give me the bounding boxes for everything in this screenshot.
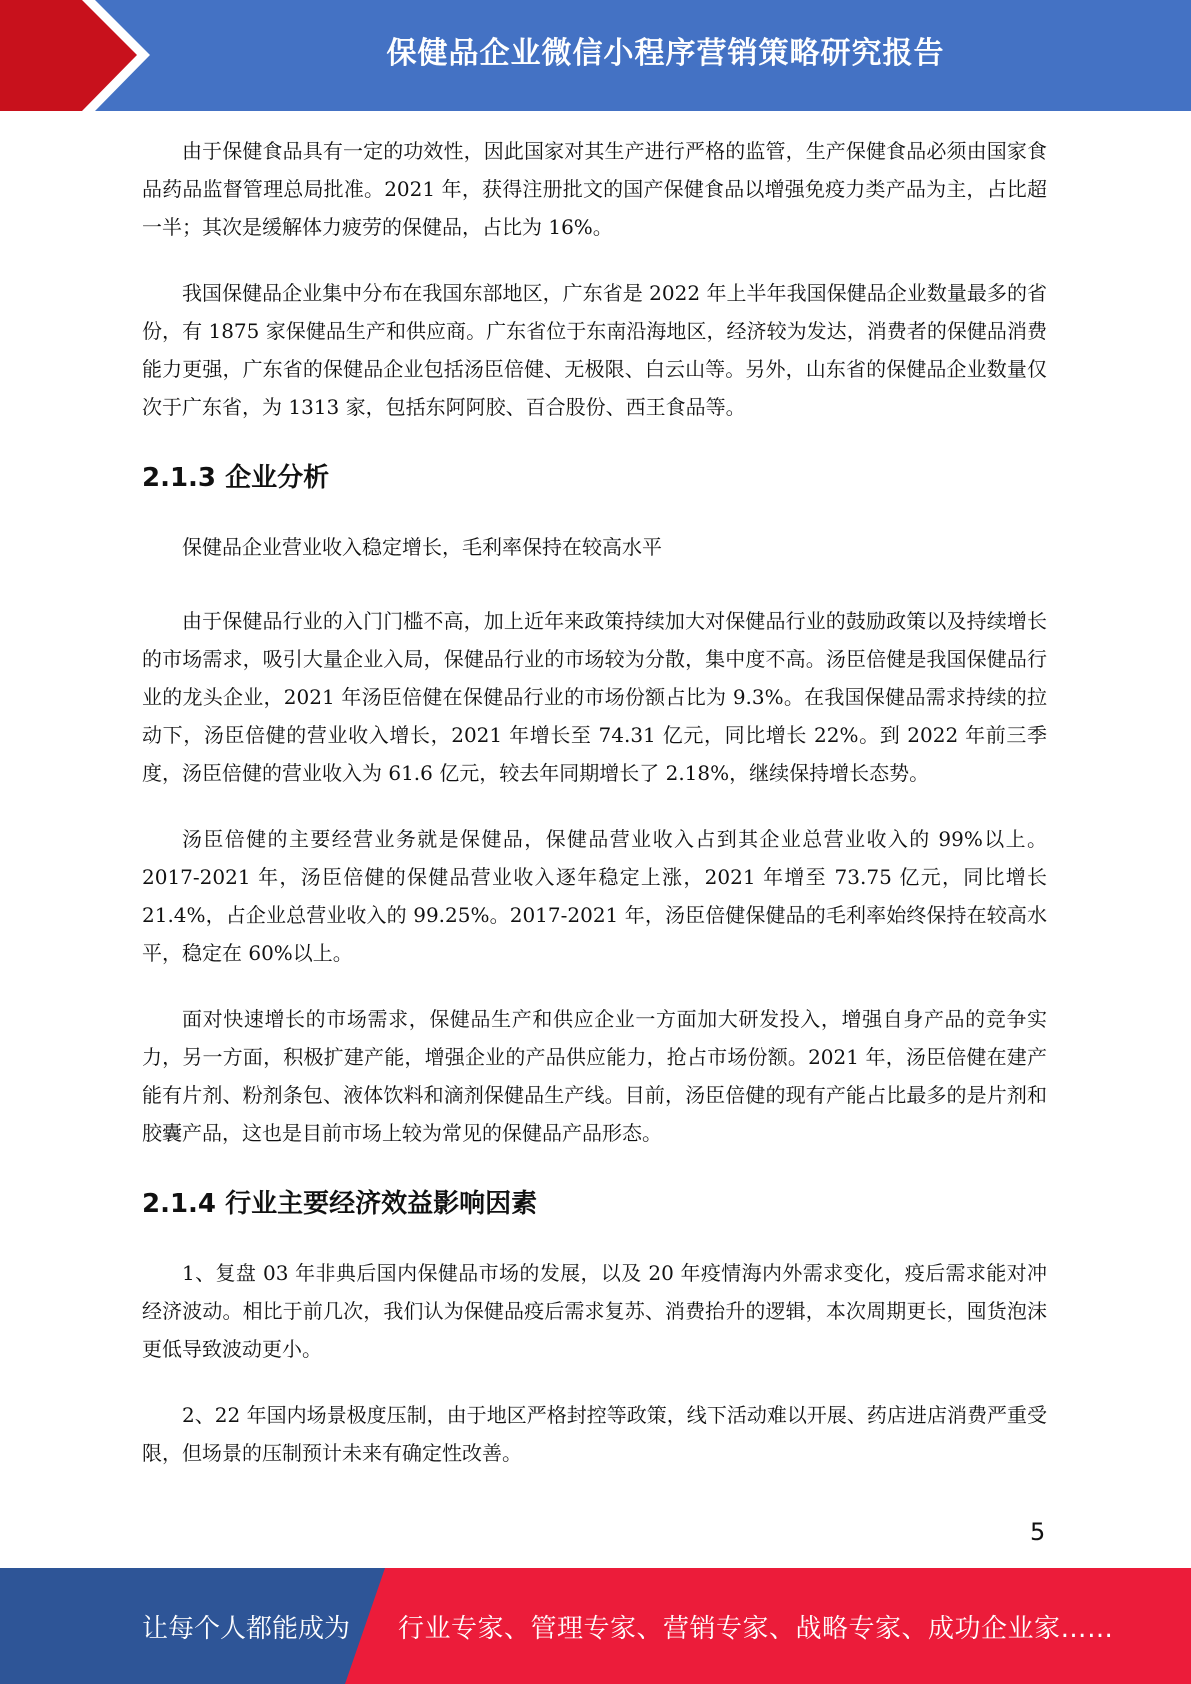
- page-header: [0, 0, 1191, 111]
- footer-slogan-left: 让每个人都能成为: [142, 1613, 351, 1644]
- paragraph: 由于保健品行业的入门门槛不高，加上近年来政策持续加大对保健品行业的鼓励政策以及持续增长的市场需求，吸引大量企业入局，保健品行业的市场较为分散，集中度不高。汤臣倍健是我国保健品行业的龙头企业，2021 年汤臣倍健在保健品行业的市场份额占比为 9.3%。在我国保健品需求持续的拉动下，汤臣倍健的营业收入增长，2021 年增长至 74.31 亿元，同比增长 22%。到 2022 年前三季度，汤臣倍健的营业收入为 61.6 亿元，较去年同期增长了 2.18%，继续保持增长态势。: [142, 609, 1047, 785]
- paragraph: 1、复盘 03 年非典后国内保健品市场的发展，以及 20 年疫情海内外需求变化，疫后需求能对冲经济波动。相比于前几次，我们认为保健品疫后需求复苏、消费抬升的逻辑，本次周期更长，囤货泡沫更低导致波动更小。: [142, 1261, 1047, 1361]
- page-number: 5: [1030, 1518, 1046, 1546]
- paragraph: 我国保健品企业集中分布在我国东部地区，广东省是 2022 年上半年我国保健品企业数量最多的省份，有 1875 家保健品生产和供应商。广东省位于东南沿海地区，经济较为发达，消费者的保健品消费能力更强，广东省的保健品企业包括汤臣倍健、无极限、白云山等。另外，山东省的保健品企业数量仅次于广东省，为 1313 家，包括东阿阿胶、百合股份、西王食品等。: [142, 281, 1047, 419]
- page-content: [142, 132, 1047, 1500]
- paragraph: 2、22 年国内场景极度压制，由于地区严格封控等政策，线下活动难以开展、药店进店消费严重受限，但场景的压制预计未来有确定性改善。: [142, 1403, 1047, 1465]
- section-heading-2-1-4: 2.1.4 行业主要经济效益影响因素: [142, 1189, 538, 1219]
- footer-slogan-right: 行业专家、管理专家、营销专家、战略专家、成功企业家……: [398, 1613, 1114, 1644]
- section-heading-2-1-3: 2.1.3 企业分析: [142, 463, 330, 493]
- paragraph: 由于保健食品具有一定的功效性，因此国家对其生产进行严格的监管，生产保健食品必须由国家食品药品监督管理总局批准。2021 年，获得注册批文的国产保健食品以增强免疫力类产品为主，占比超一半；其次是缓解体力疲劳的保健品，占比为 16%。: [142, 139, 1047, 239]
- report-title: 保健品企业微信小程序营销策略研究报告: [386, 36, 945, 71]
- paragraph: 汤臣倍健的主要经营业务就是保健品，保健品营业收入占到其企业总营业收入的 99%以上。2017-2021 年，汤臣倍健的保健品营业收入逐年稳定上涨，2021 年增至 73.75 亿元，同比增长 21.4%，占企业总营业收入的 99.25%。2017-2021 年，汤臣倍健保健品的毛利率始终保持在较高水平，稳定在 60%以上。: [142, 827, 1047, 965]
- page-footer: [0, 1568, 1191, 1684]
- paragraph: 面对快速增长的市场需求，保健品生产和供应企业一方面加大研发投入，增强自身产品的竞争实力，另一方面，积极扩建产能，增强企业的产品供应能力，抢占市场份额。2021 年，汤臣倍健在建产能有片剂、粉剂条包、液体饮料和滴剂保健品生产线。目前，汤臣倍健的现有产能占比最多的是片剂和胶囊产品，这也是目前市场上较为常见的保健品产品形态。: [142, 1007, 1047, 1145]
- header-chevron-red: [0, 0, 137, 111]
- paragraph-subtitle: 保健品企业营业收入稳定增长，毛利率保持在较高水平: [182, 535, 662, 559]
